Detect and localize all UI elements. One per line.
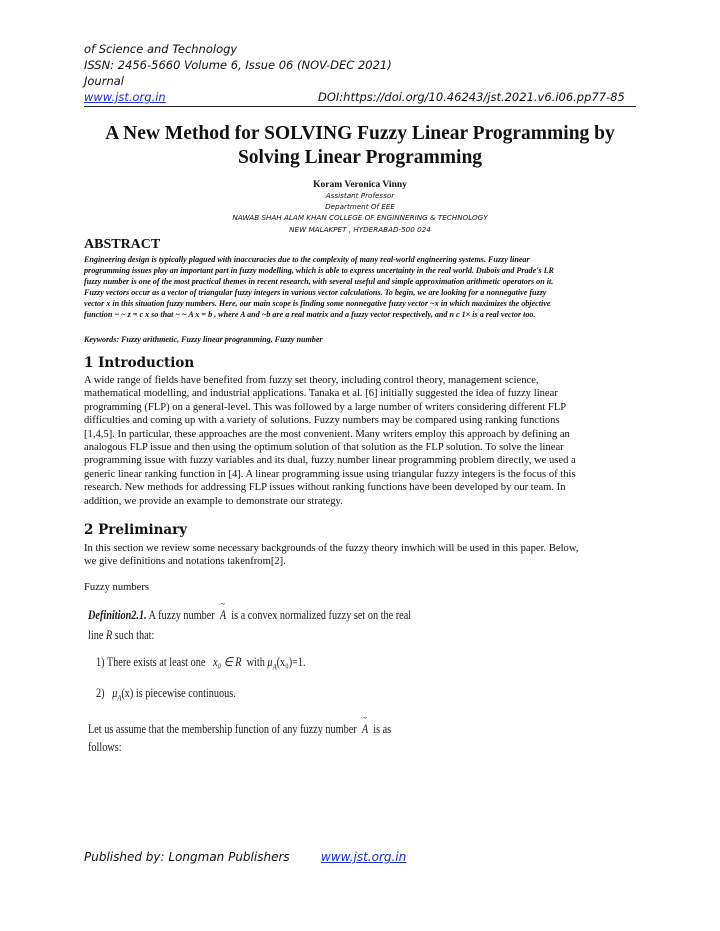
- paper-title-line1: A New Method for SOLVING Fuzzy Linear Programming by: [105, 123, 615, 144]
- issn-line: ISSN: 2456-5660 Volume 6, Issue 06 (NOV-DEC 2021): [84, 58, 392, 72]
- section-heading-introduction: 1 Introduction: [84, 355, 195, 371]
- x0-in-R: x₀ ∈ R: [213, 655, 242, 669]
- definition-text-rest: is a convex normalized fuzzy set on the real: [231, 608, 412, 622]
- prelim-line: In this section we review some necessary backgrounds of the fuzzy theory inwhich will be used in this paper. Below,: [84, 543, 579, 554]
- introduction-body: [84, 374, 636, 508]
- fuzzy-numbers-subheading: Fuzzy numbers: [84, 582, 150, 593]
- doi-line: DOI:https://doi.org/10.46243/jst.2021.v6.i06.pp77-85: [318, 90, 625, 104]
- definition-assume-line1: Let us assume that the membership function of any fuzzy number ~ A is as: [88, 713, 392, 736]
- definition-item1: 1) There exists at least one x₀ ∈ R with $\mu_A(x_0)=1$.: [96, 655, 306, 672]
- intro-line: research. New methods for addressing FLP issues without ranking functions have been developed by our team. In: [84, 482, 566, 494]
- intro-line: difficulties and coming up with a variety of solutions. Fuzzy numbers may be compared using ranking functions: [84, 415, 560, 427]
- fuzzy-symbol-A-2: ~ A: [361, 713, 369, 736]
- intro-line: [1,4,5]. In particular, these approaches are the most convenient. Many writers employ this approach by defining an: [84, 428, 570, 440]
- real-line-symbol: R: [105, 628, 113, 642]
- definition-label: Definition2.1.: [88, 608, 147, 622]
- abstract-line: vector x in this situation fuzzy numbers. Here, our main scope is finding some nonnegative fuzzy vector ~x in which maximizes the objective: [84, 299, 551, 309]
- author-name: Koram Veronica Vinny: [313, 180, 407, 190]
- definition-line1: [88, 599, 412, 623]
- prelim-line: we give definitions and notations takenfrom[2].: [84, 556, 286, 568]
- header-site-link[interactable]: www.jst.org.in: [84, 90, 166, 104]
- intro-line: generic linear ranking function in [4]. A linear programming issue using triangular fuzzy integers is the focus of this: [84, 468, 576, 480]
- paper-title-line2: Solving Linear Programming: [237, 147, 483, 168]
- abstract-line: Engineering design is typically plagued with inaccuracies due to the complexity of many real-world engineering systems. Fuzzy linear: [84, 255, 530, 264]
- abstract-body: [84, 254, 636, 321]
- author-position: Assistant Professor: [325, 191, 395, 200]
- definition-item2: 2) $\mu_A(x)$ is piecewise continuous.: [96, 686, 236, 703]
- abstract-line: fuzzy number is one of the most practical themes in recent research, with several useful and simple approximation arithmetic operators on it.: [84, 277, 554, 287]
- author-address: NEW MALAKPET , HYDERABAD-500 024: [289, 225, 431, 234]
- intro-line: mathematical modelling, and industrial applications. Tanaka et al. [6] initially suggested the idea of fuzzy linear: [84, 388, 558, 400]
- intro-line: programming (FLP) on a general-level. This was followed by a large number of writers considering different FLP: [84, 401, 567, 413]
- keywords: Keywords: Fuzzy arithmetic, Fuzzy linear programming, Fuzzy number: [84, 335, 323, 344]
- author-department: Department Of EEE: [325, 202, 395, 211]
- membership-mu-2: μ: [112, 686, 118, 700]
- intro-line: A wide range of fields have benefited from fuzzy set theory, including control theory, management science,: [84, 375, 539, 386]
- footer-site-link[interactable]: www.jst.org.in: [321, 850, 407, 864]
- footer-publisher: Published by: Longman Publishers: [84, 850, 290, 864]
- journal-name-line: of Science and Technology: [84, 42, 238, 56]
- definition-line2: line R such that:: [88, 628, 155, 642]
- intro-line: addition, we provide an example to demonstrate our strategy.: [84, 495, 343, 507]
- intro-line: programming issue with fuzzy variables and its dual, fuzzy number linear programming problem directly, we used a: [84, 455, 576, 467]
- definition-figure: [88, 599, 412, 762]
- intro-line: analogous FLP issue and then using the optimum solution of that solution as the FLP solution. To solve the linear: [84, 442, 564, 454]
- author-college: NAWAB SHAH ALAM KHAN COLLEGE OF ENGINNERING & TECHNOLOGY: [232, 213, 488, 222]
- abstract-line: function ~ ~ z = c x so that ~ ~ A x = b , where A and ~b are a real matrix and a fuzzy vector respectively, and n c 1× is a real vector too.: [84, 310, 536, 320]
- header-divider: [84, 106, 636, 107]
- abstract-heading: ABSTRACT: [84, 237, 161, 252]
- fuzzy-symbol-A: ~ A: [219, 599, 227, 622]
- preliminary-body: [84, 542, 636, 569]
- journal-word: Journal: [84, 74, 124, 88]
- membership-mu: μ: [267, 655, 273, 669]
- definition-text: A fuzzy number: [148, 608, 215, 622]
- definition-assume-line2: follows:: [88, 740, 122, 754]
- abstract-line: Fuzzy vectors occur as a vector of triangular fuzzy integers in various vector calculations. To begin, we are looking for a nonnegative fuzzy: [84, 288, 547, 298]
- section-heading-preliminary: 2 Preliminary: [84, 522, 188, 538]
- abstract-line: programming issues play an important part in fuzzy modelling, which is able to express uncertainty in the real world. Dubois and Prade's LR: [84, 266, 554, 276]
